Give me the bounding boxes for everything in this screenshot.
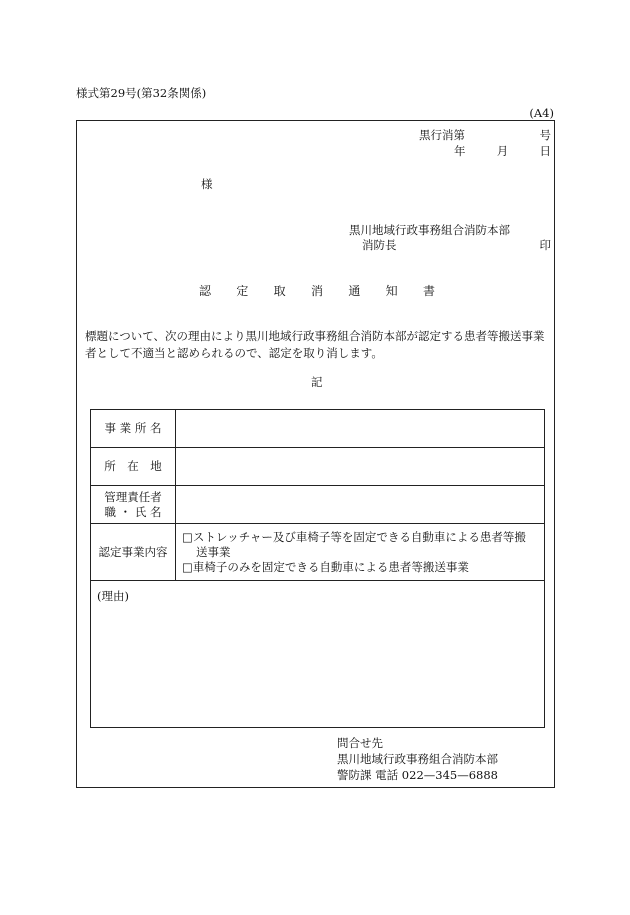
manager-label-line2: 職 ・ 氏 名 (104, 504, 162, 519)
document-number-suffix: 号 (539, 128, 551, 142)
option-stretcher-line2: 送事業 (196, 545, 231, 559)
business-option-wheelchair[interactable] (182, 560, 539, 575)
contact-heading: 問合せ先 (337, 736, 383, 750)
title-char: 通 (348, 284, 361, 298)
date-row (454, 143, 551, 159)
paper-size-label: (A4) (529, 106, 554, 120)
issuer-title: 消防長 (362, 238, 397, 252)
title-char: 知 (385, 284, 398, 298)
option-wheelchair-text: □車椅子のみを固定できる自動車による患者等搬送事業 (182, 560, 469, 574)
manager-label-line1: 管理責任者 (104, 489, 162, 504)
manager-label (91, 486, 176, 523)
title-char: 消 (310, 284, 323, 298)
option-stretcher-line1: □ストレッチャー及び車椅子等を固定できる自動車による患者等搬 (182, 530, 526, 544)
title-char: 認 (199, 284, 212, 298)
date-year: 年 (454, 144, 466, 158)
table-row-location (91, 448, 544, 486)
business-option-stretcher[interactable] (182, 530, 539, 560)
seal-mark: 印 (539, 238, 551, 252)
office-name-label: 事 業 所 名 (91, 410, 176, 447)
notice-body-text: 標題について、次の理由により黒川地域行政事務組合消防本部が認定する患者等搬送事業者として不適当と認められるので、認定を取り消します。 (85, 329, 545, 360)
business-value (176, 524, 544, 580)
form-number-label: 様式第29号(第32条関係) (76, 86, 207, 100)
ki-label: 記 (311, 375, 323, 389)
title-char: 定 (236, 284, 249, 298)
manager-value (176, 486, 544, 523)
title-char: 取 (273, 284, 286, 298)
document-title (199, 282, 435, 299)
issuer-organization: 黒川地域行政事務組合消防本部 (349, 223, 510, 237)
business-label: 認定事業内容 (91, 524, 176, 580)
contact-department-phone: 警防課 電話 022—345—6888 (337, 768, 498, 782)
location-value (176, 448, 544, 485)
contact-organization: 黒川地域行政事務組合消防本部 (337, 752, 498, 766)
office-name-value (176, 410, 544, 447)
title-char: 書 (422, 284, 435, 298)
details-table (90, 409, 545, 728)
date-day: 日 (539, 144, 551, 158)
reason-label: (理由) (97, 589, 129, 603)
table-row-manager (91, 486, 544, 524)
table-row-office-name (91, 410, 544, 448)
contact-block (337, 735, 498, 783)
document-number-prefix: 黒行消第 (419, 128, 465, 142)
location-label: 所 在 地 (91, 448, 176, 485)
addressee-honorific: 様 (201, 177, 213, 191)
table-row-business (91, 524, 544, 581)
document-number-row (419, 127, 551, 143)
date-month: 月 (496, 144, 509, 158)
